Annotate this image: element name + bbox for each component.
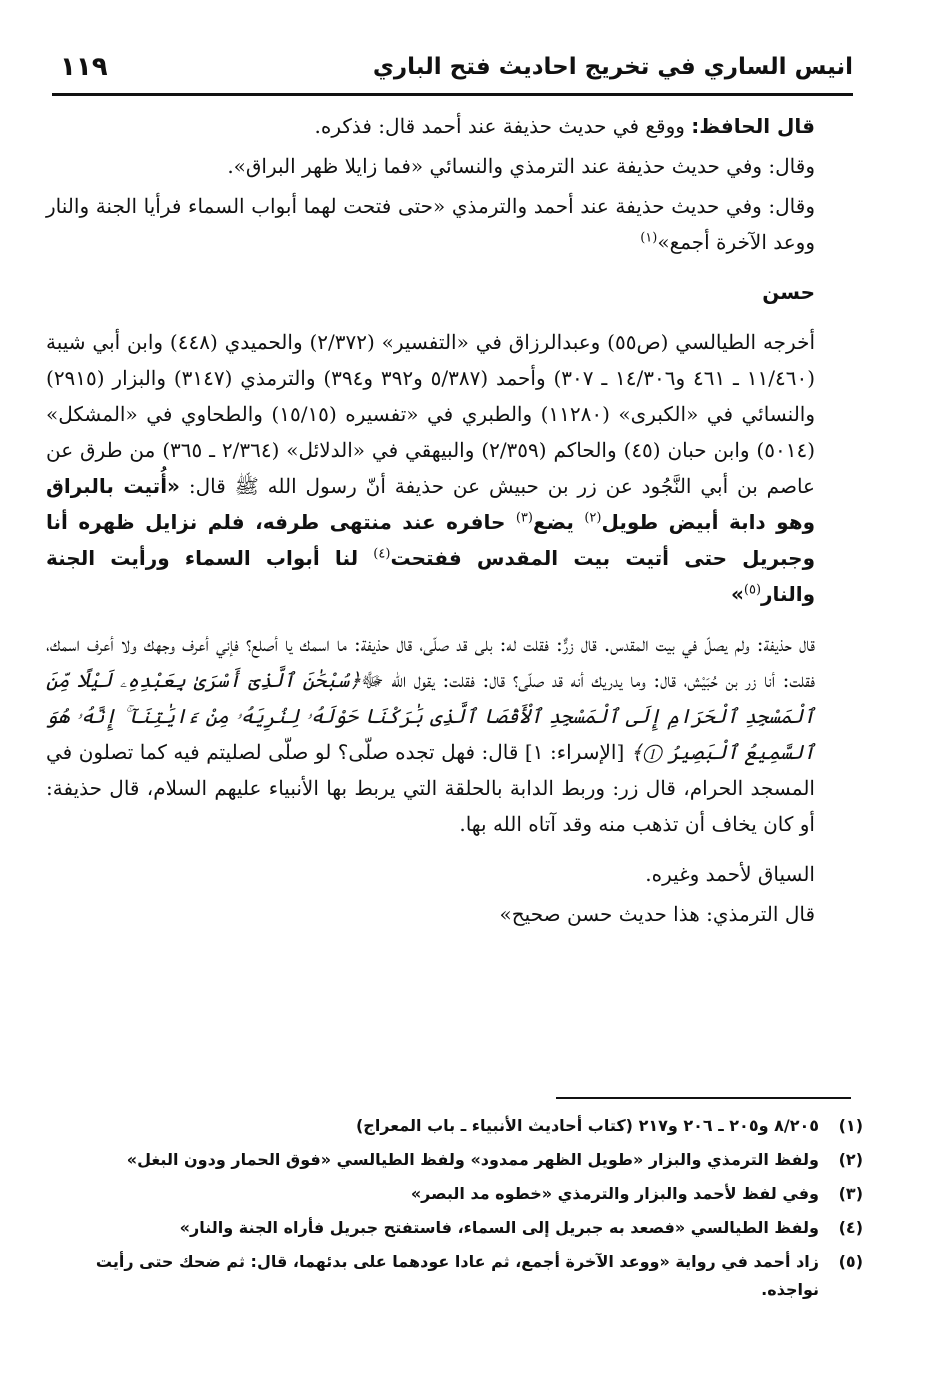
book-title: انيس الساري في تخريج احاديث فتح الباري [372, 54, 853, 80]
hafiz-text: ووقع في حديث حذيفة عند أحمد قال: فذكره. [314, 114, 692, 138]
footnote-number: (٤) [838, 1218, 863, 1237]
footnote-text: زاد أحمد في رواية «ووعد الآخرة أجمع، ثم عادا عودهما على بدئهما، قال: ثم ضحك حتى رأيت نواجذه. [95, 1252, 819, 1299]
hadith-text: يضع [532, 510, 585, 534]
footnote-ref: (٣) [515, 510, 533, 526]
hadith-text: لنا أبواب السماء ورأيت الجنة والنار [46, 546, 815, 606]
running-header [52, 50, 853, 90]
paragraph-siyaq [46, 856, 851, 892]
footnotes [60, 1112, 863, 1310]
hafiz-label: قال الحافظ: [691, 114, 815, 138]
paragraph-tirmidhi-grade [46, 896, 851, 932]
footnote-item [60, 1248, 863, 1304]
footnote-ref: (٢) [584, 510, 602, 526]
grade-heading: حسن [762, 280, 815, 304]
footnote-item [60, 1112, 863, 1140]
quran-reference: [الإسراء: ١] [518, 740, 631, 764]
main-text [46, 108, 851, 936]
takhrij-text: أخرجه الطيالسي (ص٥٥) وعبدالرزاق في «التفسير» (٢/٣٧٢) والحميدي (٤٤٨) وابن أبي شيبة (١١/٤٦٠ ـ ٤٦١ و١٤/٣٠٦ ـ ٣٠٧) وأحمد (٥/٣٨٧ و٣٩٢ و٣٩٤) والترمذي (٣١٤٧) والبزار (٢٩١٥) والنسائي في «الكبرى» (١١٢٨٠) والطبري في «تفسيره (١٥/١٥) والطحاوي في «المشكل» (٥٠١٤) وابن حبان (٤٥) والحاكم (٢/٣٥٩) والبيهقي في «الدلائل» (٢/٣٦٤ ـ ٣٦٥) من طرق عن عاصم بن أبي النَّجُود عن زر بن حبيش عن حذيفة أنّ رسول الله ﷺ قال: [46, 330, 816, 498]
footnote-text: ٨/٢٠٥ و٢٠٥ ـ ٢٠٦ و٢١٧ (كتاب أحاديث الأنبياء ـ باب المعراج) [355, 1116, 819, 1135]
story-text: قال: فهل تجده صلّى؟ لو صلّى لصليتم فيه كما تصلون في المسجد الحرام، قال زر: وربط الدابة بالحلقة التي يربط بها الأنبياء عليهم السلام، قال حذيفة: أو كان يخاف أن تذهب منه وقد آتاه الله بها. [46, 740, 815, 836]
paragraph-hafiz [46, 108, 851, 144]
paragraph-takhrij [46, 324, 851, 612]
footnote-number: (٥) [838, 1252, 863, 1271]
paragraph-text: قال الترمذي: هذا حديث حسن صحيح» [499, 902, 815, 926]
hadith-text: «أُتيت بالبراق وهو دابة أبيض طويل [46, 474, 815, 534]
footnote-text: وفي لفظ لأحمد والبزار والترمذي «خطوه مد البصر» [410, 1184, 819, 1203]
paragraph-story [46, 626, 851, 842]
hadith-text: حافره عند منتهى طرفه، فلم نزايل ظهره أنا وجبريل حتى أتيت بيت المقدس ففتحت [46, 510, 815, 570]
paragraph-tirmidhi-nasai [46, 148, 851, 184]
footnote-item [60, 1214, 863, 1242]
paragraph-text: وقال: وفي حديث حذيفة عند أحمد والترمذي «حتى فتحت لهما أبواب السماء فرأيا الجنة والنار ووعد الآخرة أجمع» [46, 194, 815, 254]
footnote-ref: (٤) [373, 546, 391, 562]
paragraph-text: وقال: وفي حديث حذيفة عند الترمذي والنسائي «فما زايلا ظهر البراق». [227, 154, 815, 178]
footnote-text: ولفظ الترمذي والبزار «طويل الظهر ممدود» ولفظ الطيالسي «فوق الحمار ودون البغل» [126, 1150, 819, 1169]
page-number: ١١٩ [60, 52, 108, 82]
paragraph-text: السياق لأحمد وغيره. [645, 862, 815, 886]
footnote-number: (٢) [838, 1150, 863, 1169]
quran-verse: ﴿سُبْحَٰنَ ٱلَّذِىٓ أَسْرَىٰ بِعَبْدِهِۦ لَيْلًا مِّنَ ٱلْمَسْجِدِ ٱلْحَرَامِ إِلَى ٱلْمَسْجِدِ ٱلْأَقْصَا ٱلَّذِى بَٰرَكْنَا حَوْلَهُۥ لِنُرِيَهُۥ مِنْ ءَايَٰتِنَآ ۚ إِنَّهُۥ هُوَ ٱلسَّمِيعُ ٱلْبَصِيرُ ①﴾ [46, 668, 815, 764]
footnote-number: (٣) [838, 1184, 863, 1203]
footnote-item [60, 1180, 863, 1208]
footnote-rule [556, 1097, 851, 1099]
footnote-ref: (١) [640, 230, 658, 246]
story-text: قال حذيفة: ولم يصلّ في بيت المقدس. قال زرٌّ: فقلت له: بلى قد صلّى، قال حذيفة: ما اسمك يا أصلع؟ فإني أعرف وجهك ولا أعرف اسمك، فقلت: أنا زر بن حُبَيْش، قال: وما يدريك أنه قد صلّى؟ قال: فقلت: يقول الله ﷻ [46, 632, 816, 692]
header-rule [52, 93, 853, 96]
footnote-text: ولفظ الطيالسي «فصعد به جبريل إلى السماء، فاستفتح جبريل فأراه الجنة والنار» [179, 1218, 819, 1237]
footnote-item [60, 1146, 863, 1174]
paragraph-ahmad-tirmidhi [46, 188, 851, 260]
footnote-ref: (٥) [743, 582, 762, 598]
hadith-text: » [730, 582, 744, 606]
footnote-number: (١) [838, 1116, 863, 1135]
